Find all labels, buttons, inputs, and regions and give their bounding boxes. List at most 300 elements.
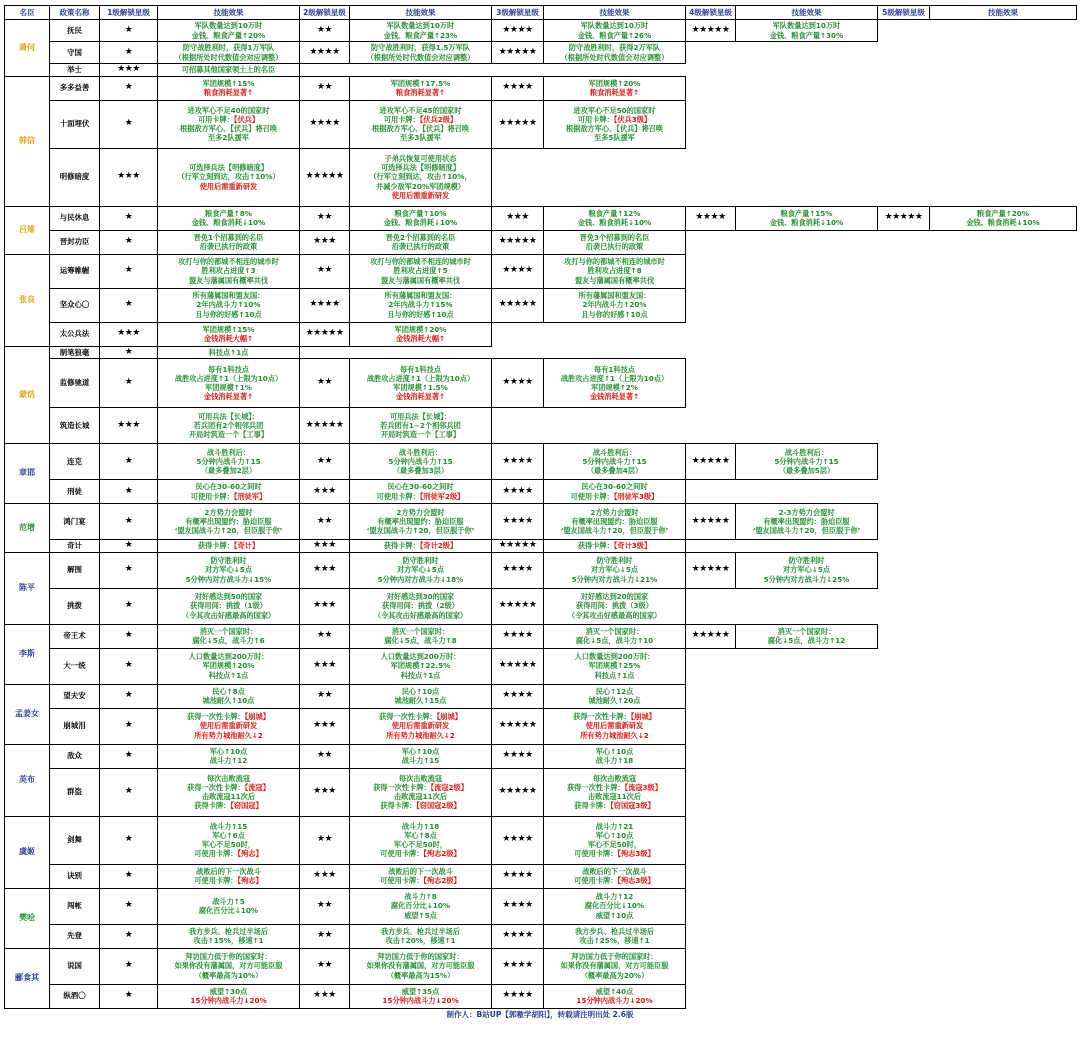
effect-line [159,233,298,242]
empty-cell [930,288,1077,322]
policy-name: 多多益善 [50,76,100,100]
policy-name: 运筹帷幄 [50,254,100,288]
effect-line [545,661,684,670]
unlock-stars: ★★★ [300,540,350,553]
effect-text: 有概率出现盟约：胁迫臣服 [571,516,658,526]
effect-text: 我方步兵、枪兵过半场后 [574,926,655,936]
effect-text: （概率最高为10%） [194,970,263,980]
empty-cell [686,768,736,816]
empty-cell [736,948,878,984]
effect-text: 胜利攻占进度↑3 [201,266,256,276]
column-header: 1级解锁星级 [100,6,158,20]
policy-name: 群盗 [50,768,100,816]
effect-text: 战斗力↑21 [595,821,634,831]
effect-line [159,88,298,97]
effect-line [159,822,298,831]
skill-effect [158,684,300,708]
effect-line [351,209,490,218]
empty-cell [686,648,736,684]
skill-effect [736,444,878,480]
skill-row [5,864,1077,888]
effect-text: 获得卡牌： [380,801,417,811]
skill-row [5,948,1077,984]
effect-text: 晋免3个招募到的名臣 [579,232,650,242]
effect-text: 所有势力城池耐久↓2 [580,730,649,740]
effect-text: 进攻军心不足50的国家时 [573,105,656,115]
effect-text: ‘盟友国战斗力↑20，但臣服于你’ [752,526,861,536]
effect-line [545,831,684,840]
column-header: 名臣 [5,6,50,20]
skill-effect [350,552,492,588]
unlock-stars: ★★★★★ [686,504,736,540]
effect-line [351,961,490,970]
empty-cell [686,100,736,148]
empty-cell [930,684,1077,708]
effect-text: 金钱消耗大幅↑ [203,334,254,344]
unlock-stars: ★ [100,20,158,42]
unlock-stars: ★★★★★ [686,552,736,588]
effect-text: 晋免2个招募到的名臣 [385,232,456,242]
policy-name: 挑拨 [50,588,100,624]
effect-line [545,801,684,810]
empty-cell [686,359,736,408]
unlock-stars: ★★★★ [492,924,544,948]
effect-text: 战斗力↑12 [595,892,634,902]
effect-text: 威望↑5点 [404,910,437,920]
effect-text: 有概率出现盟约：胁迫臣服 [377,516,464,526]
empty-cell [736,408,878,444]
effect-text: 攻打与你的都城不相连的城市时 [370,257,471,267]
skill-effect [544,708,686,744]
unlock-stars: ★★ [300,684,350,708]
effect-text: 金钱、粮食消耗↓10% [577,218,652,228]
effect-line [351,696,490,705]
skill-effect [158,206,300,230]
effect-line [545,712,684,721]
skill-effect [158,288,300,322]
effect-line [545,601,684,610]
unlock-stars: ★ [100,42,158,64]
effect-line [737,526,876,535]
unlock-stars: ★★ [300,444,350,480]
effect-line [159,952,298,961]
effect-text: 每次击败流寇 [398,773,443,783]
effect-text: 获得卡牌： [197,541,234,551]
unlock-stars: ★★★★★ [686,20,736,42]
effect-line [351,671,490,680]
unlock-stars: ★ [100,864,158,888]
policy-name: 明修暗度 [50,148,100,206]
empty-cell [686,948,736,984]
skill-effect [544,684,686,708]
effect-line [737,21,876,30]
effect-line [351,541,490,550]
effect-line [351,466,490,475]
effect-line [159,448,298,457]
skill-effect [930,206,1077,230]
effect-line [737,636,876,645]
empty-cell [686,888,736,924]
unlock-stars: ★★★★ [492,504,544,540]
unlock-stars: ★ [100,480,158,504]
empty-cell [736,924,878,948]
effect-text: 可使用卡牌： [574,876,618,886]
empty-cell [878,684,930,708]
effect-line [545,822,684,831]
effect-text: （最多叠加4层） [586,466,643,476]
empty-cell [878,816,930,864]
skill-effect [350,42,492,64]
skill-effect [350,408,492,444]
unlock-stars: ★★★★★ [492,288,544,322]
skill-effect [350,148,492,206]
card-tag: 【流寇】 [244,782,270,792]
effect-text: 使用后需重新研发 [391,721,450,731]
effect-line [159,541,298,550]
effect-line [351,508,490,517]
minister-name: 李斯 [5,624,50,684]
column-header: 3级解锁星级 [492,6,544,20]
effect-line [545,652,684,661]
effect-text: 民心↑12点 [595,686,634,696]
effect-line [351,291,490,300]
skill-effect [544,480,686,504]
effect-text: 沿袭已执行的政策 [391,242,450,252]
effect-text: 获得一次性卡牌： [187,712,245,722]
skill-effect [158,768,300,816]
effect-line [545,565,684,574]
empty-cell [930,864,1077,888]
effect-text: 威望↑30点 [209,986,248,996]
skill-row [5,288,1077,322]
unlock-stars: ★ [100,768,158,816]
policy-name: 先登 [50,924,100,948]
unlock-stars: ★★★ [100,64,158,77]
effect-line [351,276,490,285]
effect-line [351,266,490,275]
effect-line [159,792,298,801]
effect-text: 腐化↓5点，战斗力↑6 [192,636,265,646]
effect-text: 可选择兵法【明修暗度】 [188,163,269,173]
effect-text: 使用后需重新研发 [199,721,258,731]
unlock-stars: ★ [100,744,158,768]
effect-line [351,31,490,40]
effect-line [737,508,876,517]
effect-text: 粮食消耗显著↑ [395,88,446,98]
unlock-stars: ★★★★ [492,816,544,864]
unlock-stars: ★★★ [300,864,350,888]
policy-name: 纵酒〇 [50,984,100,1008]
empty-cell [736,540,878,553]
effect-line [545,575,684,584]
effect-text: 军团规模↑15% [202,324,255,334]
unlock-stars: ★★★ [300,984,350,1008]
skill-row [5,346,1077,359]
effect-line [351,575,490,584]
skill-row [5,648,1077,684]
effect-line [545,721,684,730]
effect-text: 战斗胜利后： [784,447,829,457]
unlock-stars: ★ [100,254,158,288]
effect-line [545,592,684,601]
empty-cell [350,346,492,359]
effect-text: 金钱消耗显著↑ [203,392,254,402]
effect-line [931,209,1075,218]
empty-cell [686,924,736,948]
effect-text: 击败流寇11次后 [393,792,448,802]
effect-text: 民心在30-60之间时 [581,482,648,492]
skill-effect [544,100,686,148]
effect-text: 粮食产量↑10% [394,208,447,218]
effect-text: 防守战胜利时，获得1万军队 [182,43,275,53]
effect-line [159,412,298,421]
effect-text: 所有藩属国和盟友国： [192,291,265,301]
card-tag: 【刑徒军3级】 [613,491,659,501]
skill-row [5,684,1077,708]
effect-line [351,492,490,501]
empty-cell [736,768,878,816]
effect-text: 军团规模↑20% [588,78,641,88]
skill-row [5,888,1077,924]
skill-effect [158,888,300,924]
unlock-stars: ★★★★ [492,444,544,480]
effect-line [737,31,876,40]
empty-cell [686,744,736,768]
effect-text: ‘盟友国战斗力↑20，但臣服于你’ [366,526,475,536]
effect-line [159,266,298,275]
skill-row [5,76,1077,100]
minister-name: 陈平 [5,552,50,624]
effect-line [159,661,298,670]
effect-text: 军团规模↑17.5% [390,78,451,88]
minister-name: 虞姬 [5,816,50,888]
unlock-stars: ★ [100,288,158,322]
policy-name: 闯帐 [50,888,100,924]
skill-effect [736,20,878,42]
effect-line [159,276,298,285]
effect-line [545,876,684,885]
effect-line [545,31,684,40]
effect-line [545,300,684,309]
column-header: 技能效果 [544,6,686,20]
effect-line [351,774,490,783]
effect-text: 可用卡牌： [577,114,614,124]
effect-line [737,209,876,218]
effect-line [351,79,490,88]
effect-line [351,756,490,765]
effect-text: 民心在30-60之间时 [195,482,262,492]
effect-text: （令其攻击好感最高的国家） [181,610,276,620]
effect-text: 至多3队援军 [400,133,441,143]
empty-cell [736,744,878,768]
effect-line [159,65,298,74]
empty-cell [686,288,736,322]
unlock-stars: ★★★★ [492,684,544,708]
unlock-stars: ★★★ [100,148,158,206]
empty-cell [930,624,1077,648]
effect-line [545,106,684,115]
empty-cell [736,288,878,322]
skill-row [5,588,1077,624]
empty-cell [930,20,1077,42]
unlock-stars: ★ [100,346,158,359]
skill-effect [158,864,300,888]
effect-text: 粮食消耗显著↑ [589,88,640,98]
column-header: 技能效果 [736,6,878,20]
effect-line [545,971,684,980]
unlock-stars: ★ [100,888,158,924]
empty-cell [878,504,930,540]
policy-name: 奇计 [50,540,100,553]
effect-line [545,627,684,636]
effect-text: （概率最高为15%） [386,970,455,980]
effect-line [545,927,684,936]
effect-text: 可用卡牌： [383,114,420,124]
effect-line [351,565,490,574]
empty-cell [736,888,878,924]
effect-line [351,191,490,200]
effect-text: 腐化↓5点，战斗力↑8 [384,636,457,646]
effect-text: 每次击败流寇 [592,773,637,783]
empty-cell [878,648,930,684]
empty-cell [930,708,1077,744]
header-row [5,6,1077,20]
effect-text: 可用兵法【长城】： [389,411,452,421]
empty-cell [736,76,878,100]
unlock-stars: ★★★ [300,768,350,816]
unlock-stars: ★★★ [300,708,350,744]
empty-cell [878,359,930,408]
column-header: 2级解锁星级 [300,6,350,20]
effect-line [351,987,490,996]
effect-line [159,849,298,858]
skill-effect [350,744,492,768]
effect-text: 消灭一个国家时： [391,626,450,636]
effect-line [351,996,490,1005]
effect-line [545,374,684,383]
unlock-stars: ★★★★★ [492,42,544,64]
empty-cell [544,322,686,346]
effect-line [159,627,298,636]
empty-cell [492,408,544,444]
skill-effect [158,744,300,768]
unlock-stars: ★★★ [300,552,350,588]
effect-text: 攻击↑25%，移速↑1 [579,936,650,946]
effect-line [931,218,1075,227]
empty-cell [930,504,1077,540]
effect-line [159,53,298,62]
effect-text: 军团规模↑25% [588,661,641,671]
effect-line [351,892,490,901]
effect-text: （行军立刻到达，攻击↑10%， [369,172,472,182]
effect-line [351,53,490,62]
empty-cell [736,322,878,346]
effect-text: 使用后需重新研发 [391,190,450,200]
effect-line [159,21,298,30]
effect-text: 使用后需重新研发 [585,721,644,731]
empty-cell [492,64,544,77]
effect-text: 5分钟内战斗力↑15 [388,456,453,466]
unlock-stars: ★ [100,444,158,480]
policy-name: 大一统 [50,648,100,684]
effect-line [159,801,298,810]
effect-line [545,365,684,374]
skill-effect [350,254,492,288]
empty-cell [686,540,736,553]
effect-text: 根据敌方军心、【伏兵】将召唤 [371,124,470,134]
card-tag: 【刑徒军】 [233,491,267,501]
unlock-stars: ★★ [300,744,350,768]
effect-text: 科技点↑1点 [208,670,249,680]
empty-cell [878,100,930,148]
skill-effect [158,984,300,1008]
effect-line [159,310,298,319]
effect-line [545,636,684,645]
empty-cell [544,346,686,359]
effect-line [545,747,684,756]
effect-text: 击败流寇11次后 [201,792,256,802]
effect-line [159,517,298,526]
effect-line [737,448,876,457]
footer-credit: 制作人：B站UP【郭嗷学胡阳】，转载请注明出处 2.6版 [446,1009,634,1019]
skill-effect [544,744,686,768]
policy-name: 敌众 [50,744,100,768]
effect-text: 军心↑10点 [401,746,440,756]
unlock-stars: ★ [100,624,158,648]
effect-text: 5分钟内对方战斗力↓25% [763,574,850,584]
unlock-stars: ★★ [300,359,350,408]
effect-text: 民心↑8点 [212,686,245,696]
empty-cell [736,100,878,148]
skill-effect [158,588,300,624]
effect-line [545,257,684,266]
effect-text: 军团规模↑20% [202,661,255,671]
effect-line [351,601,490,610]
effect-line [351,21,490,30]
skill-row [5,42,1077,64]
effect-line [545,541,684,550]
effect-line [159,334,298,343]
effect-text: 粮食产量↑8% [205,208,252,218]
effect-line [545,218,684,227]
effect-text: 防守战胜利时，获得2万军队 [568,43,661,53]
empty-cell [736,64,878,77]
unlock-stars: ★★★★ [300,100,350,148]
effect-line [159,687,298,696]
effect-line [545,987,684,996]
effect-text: 军队数量达到10万时 [386,21,455,31]
skill-effect [158,20,300,42]
column-header: 政策名称 [50,6,100,20]
effect-line [351,687,490,696]
effect-text: 15分钟内战斗力↓20% [576,996,653,1006]
effect-line [159,996,298,1005]
effect-text: 所有藩属国和盟友国： [384,291,457,301]
skill-effect [158,64,300,77]
effect-line [351,310,490,319]
skill-effect [544,42,686,64]
empty-cell [878,20,930,42]
effect-line [159,31,298,40]
effect-text: 军团规模↑1% [205,383,252,393]
unlock-stars: ★★ [300,206,350,230]
effect-text: 获得一次性卡牌： [573,712,631,722]
unlock-stars: ★★★★ [492,20,544,42]
card-tag: 【流寇2级】 [430,782,468,792]
skill-effect [544,288,686,322]
effect-text: 对好感达到30的国家 [386,592,455,602]
effect-line [159,592,298,601]
